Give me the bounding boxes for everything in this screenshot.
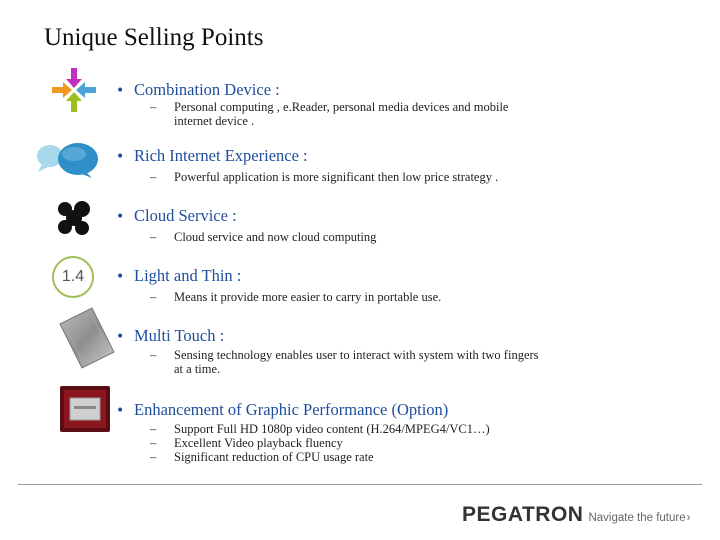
- heading-rich-internet: Rich Internet Experience :: [134, 146, 308, 165]
- sub-item-continuation: [150, 362, 539, 376]
- dash-marker: –: [150, 450, 157, 464]
- pegatron-logo: [462, 503, 690, 527]
- heading-combination-device: Combination Device :: [134, 80, 280, 99]
- sub-text: at a time.: [174, 362, 221, 376]
- sub-text: Powerful application is more significant then low price strategy .: [174, 170, 499, 184]
- sub-text: Sensing technology enables user to interact with system with two fingers: [174, 348, 539, 362]
- logo-tagline: Navigate the future: [588, 512, 686, 524]
- sub-item: [150, 170, 498, 184]
- cloud-cluster-icon: [56, 200, 92, 240]
- bullet-marker: •: [116, 403, 125, 419]
- arrows-combine-icon: [52, 68, 96, 116]
- sub-item: [150, 450, 490, 464]
- logo-brand: PEGATRON: [462, 503, 584, 526]
- sub-text: Significant reduction of CPU usage rate: [174, 450, 374, 464]
- sub-text: internet device .: [174, 114, 255, 128]
- sub-list: [150, 100, 508, 128]
- bullet-marker: •: [116, 149, 125, 165]
- sub-item: [150, 422, 490, 436]
- bullet-marker: •: [116, 269, 125, 285]
- sub-item: [150, 230, 376, 244]
- dash-marker: –: [150, 348, 157, 362]
- sub-list: [150, 290, 441, 304]
- dash-marker: –: [150, 170, 157, 184]
- sub-list: [150, 422, 490, 464]
- bullet-heading-row: [116, 266, 241, 286]
- sub-item: [150, 348, 539, 362]
- sub-item: [150, 290, 441, 304]
- bullet-heading-row: [116, 146, 308, 166]
- bullet-marker: •: [116, 83, 125, 99]
- speech-bubbles-icon: [36, 142, 108, 182]
- sub-text: Cloud service and now cloud computing: [174, 230, 377, 244]
- bullet-heading-row: [116, 326, 224, 346]
- sub-text: Means it provide more easier to carry in portable use.: [174, 290, 442, 304]
- dash-marker: –: [150, 436, 157, 450]
- tagline-arrow-icon: ›: [686, 512, 691, 524]
- footer-divider: [18, 484, 702, 485]
- heading-graphic-performance: Enhancement of Graphic Performance (Option): [134, 400, 449, 419]
- thickness-badge-icon: [52, 256, 94, 298]
- sub-item: [150, 436, 490, 450]
- sub-list: [150, 170, 498, 184]
- dash-marker: –: [150, 422, 157, 436]
- page-title: Unique Selling Points: [44, 24, 264, 51]
- sub-list: [150, 230, 376, 244]
- sub-item-continuation: [150, 114, 508, 128]
- bullet-heading-row: [116, 206, 237, 226]
- sub-text: Personal computing , e.Reader, personal media devices and mobile: [174, 100, 509, 114]
- bullet-marker: •: [116, 209, 125, 225]
- sub-text: Excellent Video playback fluency: [174, 436, 343, 450]
- heading-cloud-service: Cloud Service :: [134, 206, 237, 225]
- sub-item: [150, 100, 508, 114]
- heading-light-thin: Light and Thin :: [134, 266, 242, 285]
- dash-marker: –: [150, 290, 157, 304]
- badge-text: 1.4: [61, 268, 85, 285]
- bullet-heading-row: [116, 80, 280, 100]
- bullet-heading-row: [116, 400, 448, 420]
- sub-text: Support Full HD 1080p video content (H.264/MPEG4/VC1…): [174, 422, 490, 436]
- bullet-marker: •: [116, 329, 125, 345]
- touch-panel-icon: [52, 306, 122, 376]
- sub-list: [150, 348, 539, 376]
- dash-marker: –: [150, 100, 157, 114]
- heading-multi-touch: Multi Touch :: [134, 326, 225, 345]
- graphics-chip-icon: [60, 386, 110, 436]
- dash-marker: –: [150, 230, 157, 244]
